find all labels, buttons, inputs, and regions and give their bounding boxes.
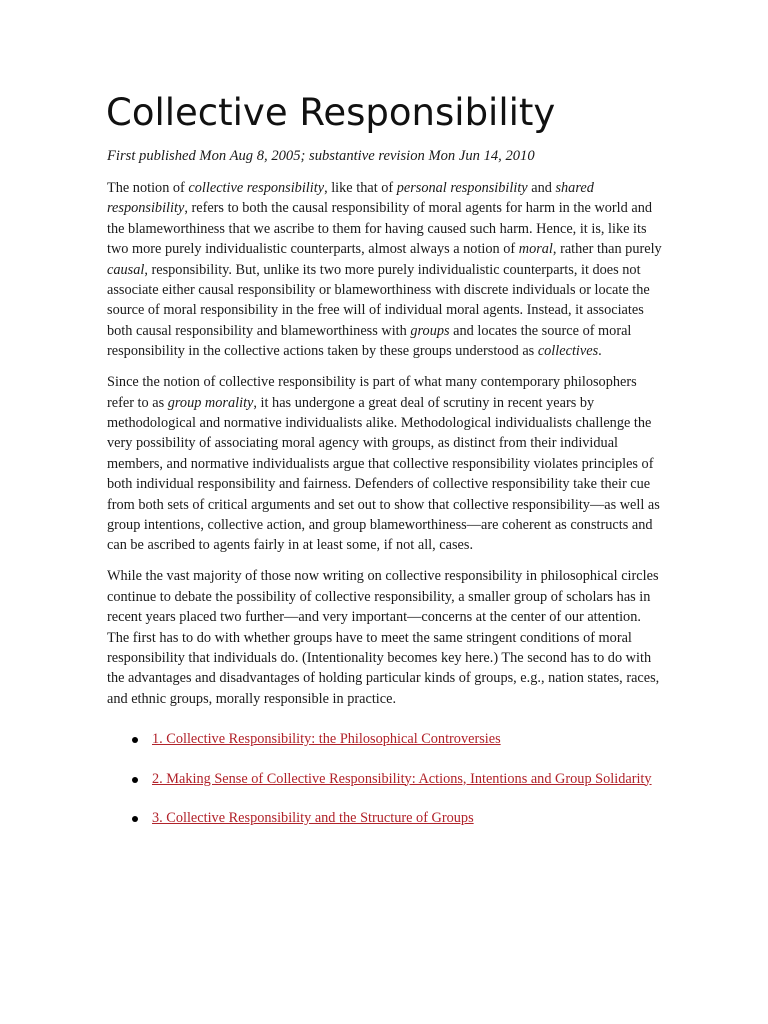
toc-item xyxy=(107,808,663,828)
toc-item xyxy=(107,729,663,749)
emphasis: group morality xyxy=(167,394,254,411)
emphasis: causal xyxy=(107,261,145,278)
emphasis: collective responsibility xyxy=(188,180,325,196)
bullet-icon xyxy=(132,777,138,783)
text-segment: , rather than purely xyxy=(552,241,662,258)
toc-link-1[interactable]: 1. Collective Responsibility: the Philosophical Controversies xyxy=(152,731,501,748)
page-title: Collective Responsibility xyxy=(106,91,556,134)
emphasis: personal responsibility xyxy=(396,180,528,196)
text-segment: and locates the source of moral responsibility in the collective actions taken by these groups understood as xyxy=(107,322,632,360)
paragraph-3: While the vast majority of those now writing on collective responsibility in philosophical circles continue to debate the possibility of collective responsibility, a smaller group of scholars has in recent years placed two further—and very important—concerns at the center of our attention. The first has to do with whether groups have to meet the same stringent conditions of moral responsibility that individuals do. (Intentionality becomes key here.) The second has to do with the advantages and disadvantages of holding particular kinds of groups, e.g., nation states, races, and ethnic groups, morally responsible in practice. xyxy=(107,568,660,707)
toc-item xyxy=(107,769,663,789)
paragraph-2 xyxy=(107,372,663,556)
text-segment: , like that of xyxy=(324,180,397,196)
emphasis: collectives xyxy=(537,343,599,360)
text-segment: Since the notion of collective responsibility is part of what many contemporary philosophers refer to as xyxy=(107,374,637,411)
text-segment: The notion of xyxy=(107,180,189,196)
paragraph-1 xyxy=(107,178,663,362)
text-segment: . xyxy=(598,343,602,360)
emphasis: moral xyxy=(518,241,553,258)
toc-link-2[interactable]: 2. Making Sense of Collective Responsibility: Actions, Intentions and Group Solidarity xyxy=(152,770,652,787)
emphasis: shared responsibility xyxy=(107,180,594,217)
bullet-icon xyxy=(132,737,138,743)
toc-link-3[interactable]: 3. Collective Responsibility and the Structure of Groups xyxy=(152,809,474,826)
publication-info: First published Mon Aug 8, 2005; substantive revision Mon Jun 14, 2010 xyxy=(107,148,535,164)
emphasis: groups xyxy=(410,322,450,339)
table-of-contents xyxy=(107,729,663,828)
text-segment: , responsibility. But, unlike its two more purely individualistic counterparts, it does not associate either causal responsibility or blameworthiness with discrete individuals or locate the source of moral responsibility in the free will of individual moral agents. Instead, it associates both causal responsibility and blameworthiness with xyxy=(107,261,650,339)
bullet-icon xyxy=(132,816,138,822)
text-segment: , refers to both the causal responsibility of moral agents for harm in the world and the blameworthiness that we ascribe to them for having caused such harm. Hence, it is, like its two more purely individualistic counterparts, almost always a notion of xyxy=(107,200,653,258)
article xyxy=(107,88,663,847)
text-segment: , it has undergone a great deal of scrutiny in recent years by methodological and normative individualists alike. Methodological individualists challenge the very possibility of associating moral agency with groups, as distinct from their individual members, and normative individualists argue that collective responsibility violates principles of both individual responsibility and fairness. Defenders of collective responsibility take their cue from both sets of critical arguments and set out to show that collective responsibility—as well as group intentions, collective action, and group blameworthiness—are coherent as constructs and can be ascribed to agents fairly in at least some, if not all, cases. xyxy=(107,394,660,554)
text-segment: and xyxy=(527,180,556,196)
